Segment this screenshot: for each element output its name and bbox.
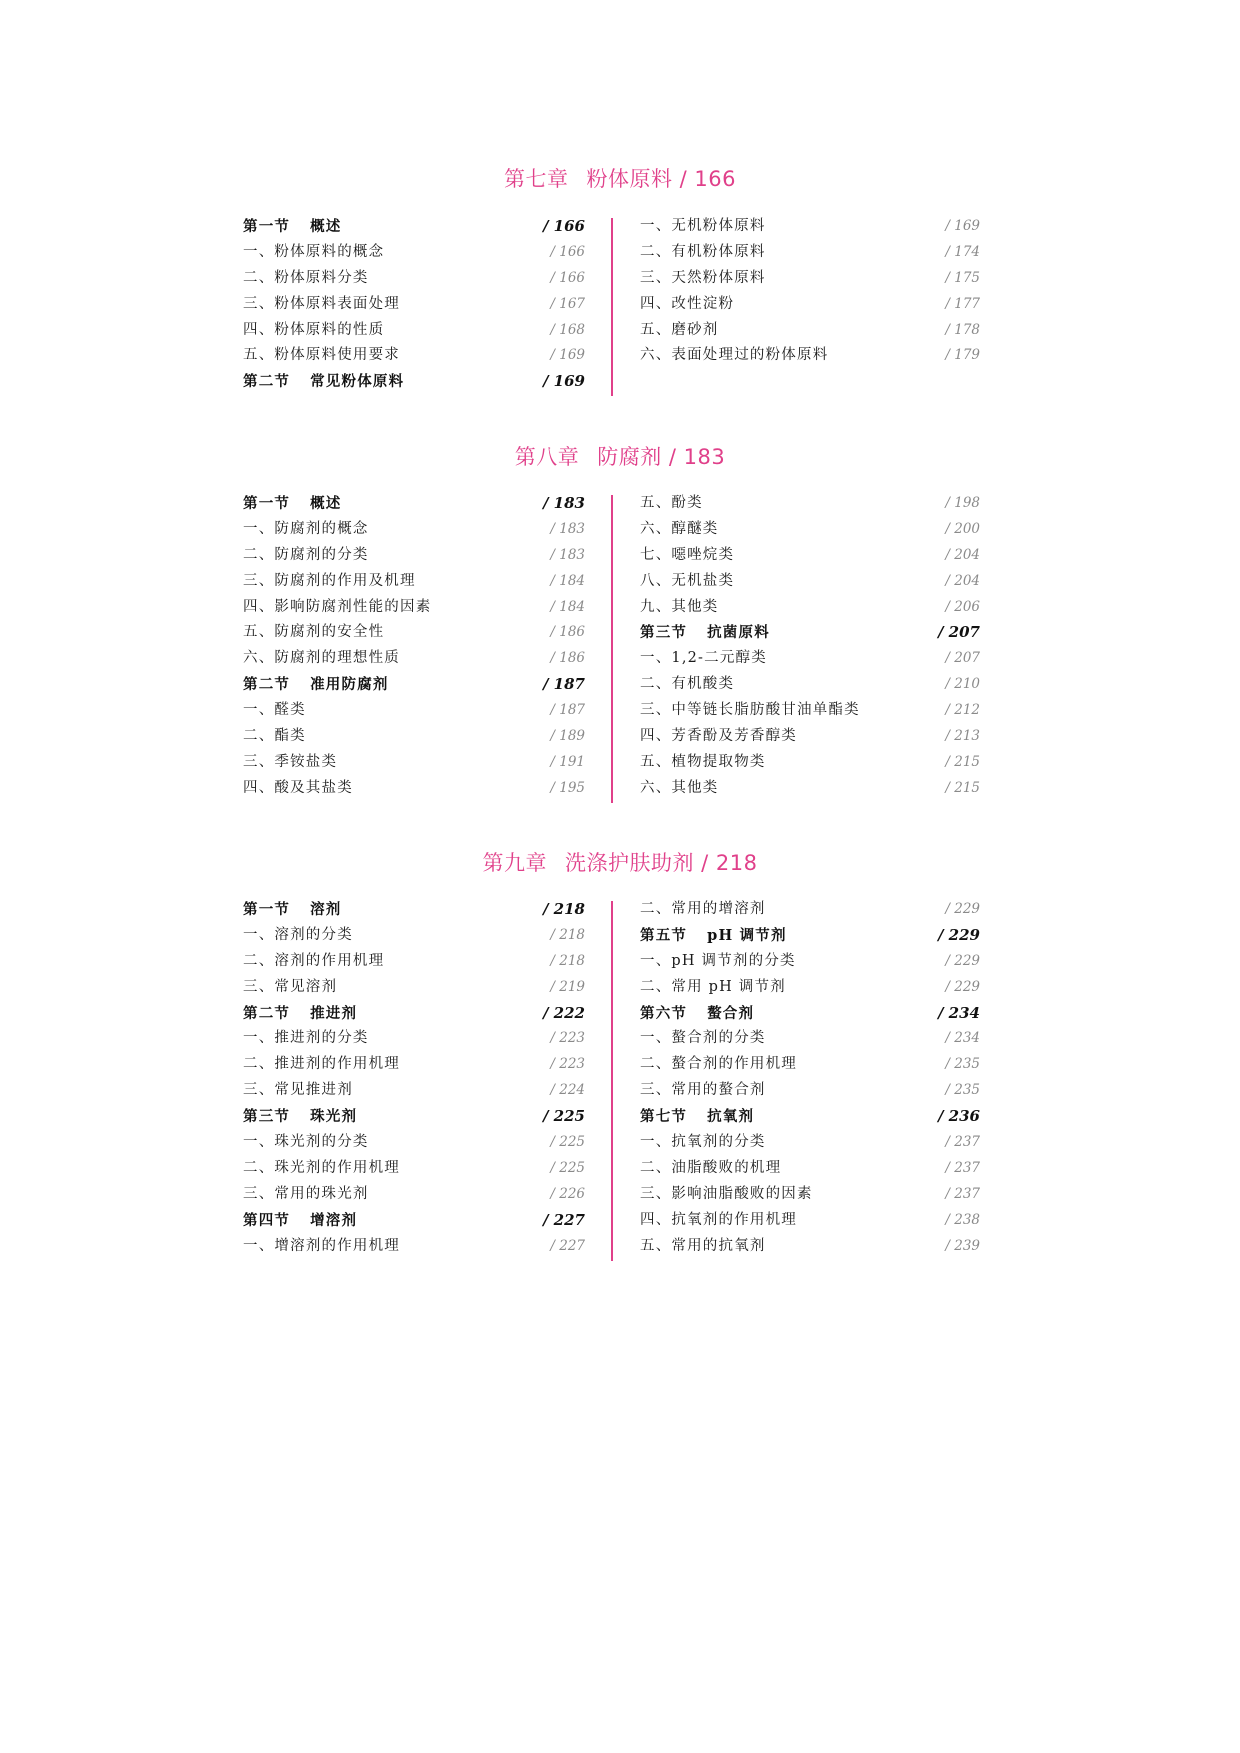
- toc-entry[interactable]: 三、影响油脂酸败的因素 / 237: [640, 1185, 980, 1202]
- toc-entry[interactable]: 一、无机粉体原料 / 169: [640, 218, 980, 234]
- chapter-name: 粉体原料 / 166: [586, 167, 736, 191]
- toc-entry[interactable]: 三、常见推进剂 / 224: [243, 1082, 585, 1099]
- toc-entry[interactable]: 三、天然粉体原料 / 175: [640, 269, 980, 286]
- chapter-number: 第九章: [482, 851, 547, 875]
- toc-section[interactable]: 第三节 抗菌原料 / 207: [640, 623, 980, 642]
- toc-entry[interactable]: 三、常见溶剂 / 219: [243, 978, 585, 995]
- toc-entry[interactable]: 二、油脂酸败的机理 / 237: [640, 1159, 980, 1176]
- toc-entry[interactable]: 一、推进剂的分类 / 223: [243, 1030, 585, 1047]
- toc-entry[interactable]: 二、防腐剂的分类 / 183: [243, 546, 585, 563]
- toc-section[interactable]: 第三节 珠光剂 / 225: [243, 1107, 585, 1126]
- toc-entry[interactable]: 三、中等链长脂肪酸甘油单酯类 / 212: [640, 702, 980, 719]
- toc-entry[interactable]: 三、常用的珠光剂 / 226: [243, 1185, 585, 1202]
- toc-entry[interactable]: 四、改性淀粉 / 177: [640, 295, 980, 312]
- toc-entry[interactable]: 二、常用的增溶剂 / 229: [640, 901, 980, 917]
- column-divider: [611, 901, 613, 1261]
- toc-section[interactable]: 第二节 准用防腐剂 / 187: [243, 675, 585, 694]
- toc-entry[interactable]: 二、螯合剂的作用机理 / 235: [640, 1056, 980, 1073]
- toc-section[interactable]: 第一节 概述 / 166: [243, 217, 585, 235]
- toc-column-right: [640, 897, 980, 1259]
- toc-entry[interactable]: 六、其他类 / 215: [640, 779, 980, 796]
- toc-section[interactable]: 第二节 常见粉体原料 / 169: [243, 372, 585, 391]
- toc-entry[interactable]: 二、推进剂的作用机理 / 223: [243, 1056, 585, 1073]
- toc-entry[interactable]: 二、溶剂的作用机理 / 218: [243, 952, 585, 969]
- toc-column-left: [243, 491, 585, 802]
- toc-section[interactable]: 第七节 抗氧剂 / 236: [640, 1107, 980, 1126]
- toc-entry[interactable]: 五、常用的抗氧剂 / 239: [640, 1237, 980, 1254]
- toc-entry[interactable]: 一、粉体原料的概念 / 166: [243, 243, 585, 260]
- column-divider: [611, 218, 613, 396]
- toc-entry[interactable]: 七、噁唑烷类 / 204: [640, 546, 980, 563]
- toc-entry[interactable]: 一、醛类 / 187: [243, 702, 585, 719]
- toc-section[interactable]: 第四节 增溶剂 / 227: [243, 1210, 585, 1229]
- toc-entry[interactable]: 二、常用 pH 调节剂 / 229: [640, 978, 980, 995]
- toc-entry[interactable]: 一、溶剂的分类 / 218: [243, 926, 585, 943]
- toc-column-right: [640, 214, 980, 369]
- chapter-name: 洗涤护肤助剂 / 218: [564, 851, 758, 875]
- chapter-number: 第七章: [503, 167, 569, 191]
- toc-section[interactable]: 第一节 溶剂 / 218: [243, 900, 585, 918]
- toc-entry[interactable]: 四、芳香酚及芳香醇类 / 213: [640, 728, 980, 745]
- toc-entry[interactable]: 三、防腐剂的作用及机理 / 184: [243, 572, 585, 589]
- toc-column-left: [243, 214, 585, 395]
- toc-entry[interactable]: 三、粉体原料表面处理 / 167: [243, 295, 585, 312]
- toc-entry[interactable]: 四、酸及其盐类 / 195: [243, 779, 585, 796]
- toc-entry[interactable]: 一、pH 调节剂的分类 / 229: [640, 952, 980, 969]
- column-divider: [611, 495, 613, 803]
- toc-entry[interactable]: 一、防腐剂的概念 / 183: [243, 520, 585, 537]
- toc-entry[interactable]: 六、防腐剂的理想性质 / 186: [243, 650, 585, 667]
- chapter-title: [0, 163, 1240, 193]
- toc-entry[interactable]: 五、防腐剂的安全性 / 186: [243, 624, 585, 641]
- toc-section[interactable]: 第一节 概述 / 183: [243, 494, 585, 512]
- toc-entry[interactable]: 一、增溶剂的作用机理 / 227: [243, 1237, 585, 1254]
- toc-entry[interactable]: 四、抗氧剂的作用机理 / 238: [640, 1211, 980, 1228]
- toc-entry[interactable]: 四、影响防腐剂性能的因素 / 184: [243, 598, 585, 615]
- chapter-title: [0, 441, 1240, 471]
- toc-entry[interactable]: 五、酚类 / 198: [640, 495, 980, 511]
- toc-column-right: [640, 491, 980, 802]
- toc-entry[interactable]: 四、粉体原料的性质 / 168: [243, 321, 585, 338]
- toc-entry[interactable]: 三、季铵盐类 / 191: [243, 753, 585, 770]
- toc-column-left: [243, 897, 585, 1259]
- toc-entry[interactable]: 一、螯合剂的分类 / 234: [640, 1030, 980, 1047]
- toc-entry[interactable]: 二、珠光剂的作用机理 / 225: [243, 1159, 585, 1176]
- toc-entry[interactable]: 二、酯类 / 189: [243, 728, 585, 745]
- toc-section[interactable]: 第二节 推进剂 / 222: [243, 1003, 585, 1022]
- toc-entry[interactable]: 一、1,2-二元醇类 / 207: [640, 650, 980, 667]
- toc-section[interactable]: 第六节 螯合剂 / 234: [640, 1003, 980, 1022]
- toc-entry[interactable]: 二、有机粉体原料 / 174: [640, 243, 980, 260]
- chapter-title: [0, 847, 1240, 877]
- toc-entry[interactable]: 九、其他类 / 206: [640, 598, 980, 615]
- toc-entry[interactable]: 八、无机盐类 / 204: [640, 572, 980, 589]
- toc-entry[interactable]: 五、磨砂剂 / 178: [640, 321, 980, 338]
- toc-entry[interactable]: 三、常用的螯合剂 / 235: [640, 1082, 980, 1099]
- chapter-number: 第八章: [514, 445, 580, 469]
- toc-entry[interactable]: 五、植物提取物类 / 215: [640, 753, 980, 770]
- toc-section[interactable]: 第五节 pH 调节剂 / 229: [640, 925, 980, 944]
- toc-entry[interactable]: 一、珠光剂的分类 / 225: [243, 1134, 585, 1151]
- toc-entry[interactable]: 五、粉体原料使用要求 / 169: [243, 347, 585, 364]
- toc-entry[interactable]: 二、有机酸类 / 210: [640, 676, 980, 693]
- toc-entry[interactable]: 六、醇醚类 / 200: [640, 520, 980, 537]
- toc-entry[interactable]: 一、抗氧剂的分类 / 237: [640, 1134, 980, 1151]
- chapter-name: 防腐剂 / 183: [597, 445, 726, 469]
- toc-entry[interactable]: 六、表面处理过的粉体原料 / 179: [640, 347, 980, 364]
- toc-entry[interactable]: 二、粉体原料分类 / 166: [243, 269, 585, 286]
